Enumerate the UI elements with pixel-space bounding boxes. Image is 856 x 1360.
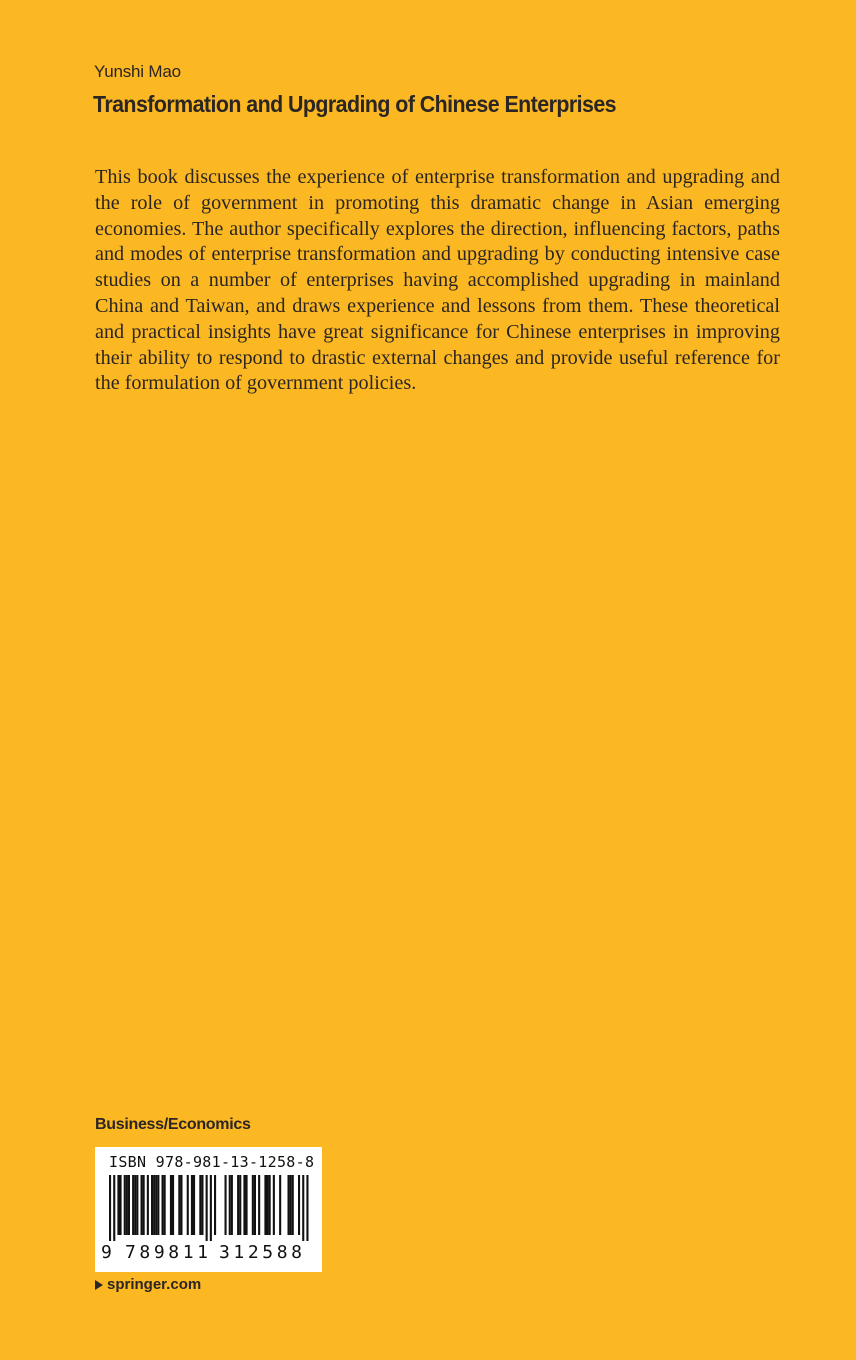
isbn-barcode-block [95,1147,322,1272]
barcode-bar [254,1175,256,1235]
barcode-left-digits: 789811 [125,1242,212,1263]
barcode [103,1175,313,1241]
book-title: Transformation and Upgrading of Chinese Enterprises [93,91,617,117]
barcode-bar [120,1175,122,1235]
subject-category: Business/Economics [95,1116,251,1133]
barcode-bar [170,1175,172,1235]
barcode-bar [201,1175,203,1235]
barcode-bar [151,1175,153,1235]
barcode-bar [147,1175,149,1235]
barcode-bar [273,1175,275,1235]
springer-website-link[interactable] [95,1276,201,1293]
barcode-bar [302,1175,304,1241]
barcode-bar [290,1175,292,1235]
barcode-bar [288,1175,290,1235]
barcode-bar [210,1175,212,1241]
barcode-bar [178,1175,180,1235]
barcode-bar [162,1175,164,1235]
barcode-bar [132,1175,134,1235]
barcode-bar [214,1175,216,1235]
barcode-bar [243,1175,245,1235]
barcode-bar [153,1175,155,1235]
barcode-bar [164,1175,166,1235]
barcode-bar [306,1175,308,1241]
barcode-bar [155,1175,157,1235]
barcode-first-digit: 9 [101,1242,112,1263]
barcode-bar [199,1175,201,1235]
barcode-bar [292,1175,294,1235]
barcode-bar [231,1175,233,1235]
barcode-bar [258,1175,260,1235]
barcode-bar [136,1175,138,1235]
barcode-bar [180,1175,182,1235]
arrow-right-icon [95,1280,103,1290]
barcode-bar [193,1175,195,1235]
barcode-bar [229,1175,231,1235]
barcode-bar [269,1175,271,1235]
barcode-bar [141,1175,143,1235]
barcode-bar [113,1175,115,1241]
barcode-bar [298,1175,300,1235]
barcode-bar [246,1175,248,1235]
barcode-right-digits: 312588 [219,1242,306,1263]
barcode-bar [128,1175,130,1235]
author-name: Yunshi Mao [94,62,181,81]
barcode-bar [225,1175,227,1235]
barcode-bar [172,1175,174,1235]
barcode-bar [237,1175,239,1235]
barcode-bar [187,1175,189,1235]
barcode-bar [252,1175,254,1235]
barcode-bar [126,1175,128,1235]
barcode-bar [239,1175,241,1235]
springer-website-label: springer.com [107,1276,202,1293]
isbn-label: ISBN 978-981-13-1258-8 [109,1153,315,1171]
barcode-bar [191,1175,193,1235]
barcode-bar [267,1175,269,1235]
barcode-digits [97,1242,319,1266]
barcode-bar [117,1175,119,1235]
barcode-bar [124,1175,126,1235]
barcode-bar [279,1175,281,1235]
book-description: This book discusses the experience of enterprise transformation and upgrading and the role of government in promoting this dramatic change in Asian emerging economies. The author specifically explores the direction, influencing factors, paths and modes of enterprise transformation and upgrading by conducting intensive case studies on a number of enterprises having accomplished upgrading in mainland China and Taiwan, and draws experience and lessons from them. These theoretical and practical insights have great significance for Chinese enterprises in improving their ability to respond to drastic external changes and provide useful reference for the formulation of government policies. [95,166,780,395]
barcode-bar [134,1175,136,1235]
barcode-bar [264,1175,266,1235]
barcode-bar [206,1175,208,1241]
barcode-bar [143,1175,145,1235]
barcode-bar [157,1175,159,1235]
barcode-bar [109,1175,111,1241]
